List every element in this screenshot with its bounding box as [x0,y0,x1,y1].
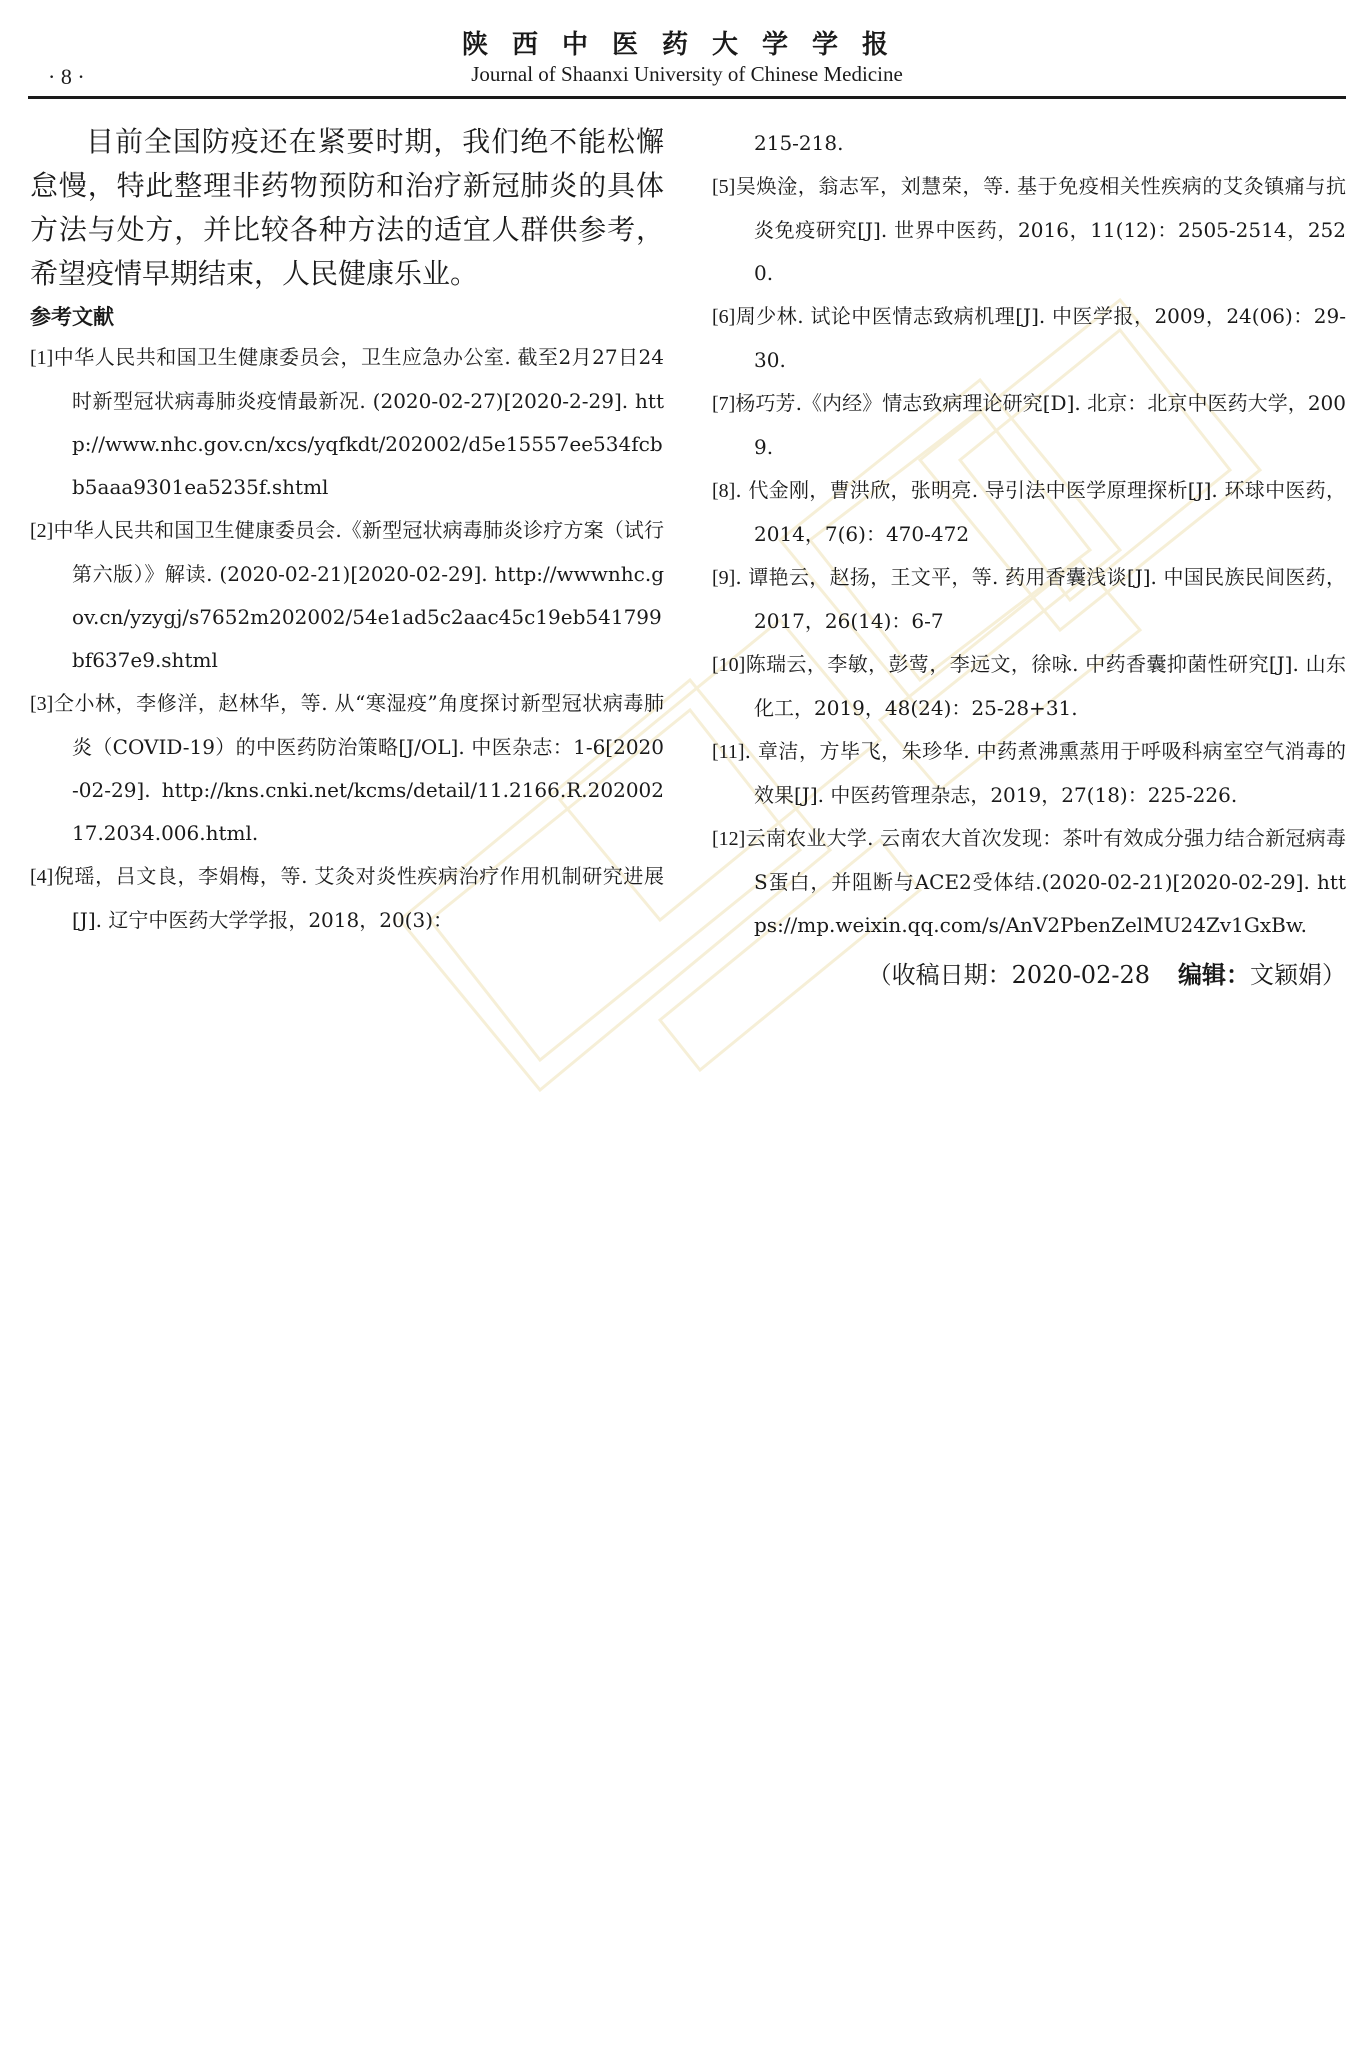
reference-text: . 章洁，方毕飞，朱珍华. 中药煮沸熏蒸用于呼吸科病室空气消毒的效果[J]. 中医药管理杂志，2019，27(18)：225-226. [744,739,1346,807]
journal-title-en: Journal of Shaanxi University of Chinese Medicine [471,62,903,86]
journal-header [28,24,1346,99]
reference-number: [4] [30,866,54,888]
reference-number: [9] [712,567,736,589]
reference-text: . 代金刚，曹洪欣，张明亮. 导引法中医学原理探析[J]. 环球中医药，2014，7(6)：470-472 [735,478,1346,546]
reference-continuation: 215-218. [754,131,844,155]
reference-number: [10] [712,654,746,676]
reference-item [30,855,664,942]
reference-number: [5] [712,176,736,198]
received-date-line [712,953,1346,997]
reference-item [712,817,1346,947]
reference-item [712,730,1346,817]
reference-text: 陈瑞云，李敏，彭莺，李远文，徐咏. 中药香囊抑菌性研究[J]. 山东化工，2019，48(24)：25-28+31. [745,652,1346,720]
right-column [712,122,1346,997]
reference-item [712,165,1346,295]
reference-text: 吴焕淦，翁志军，刘慧荣，等. 基于免疫相关性疾病的艾灸镇痛与抗炎免疫研究[J]. 世界中医药，2016，11(12)：2505-2514，2520. [735,174,1346,285]
left-column [30,120,664,942]
reference-item [712,556,1346,643]
reference-item [712,382,1346,469]
reference-text: . 谭艳云，赵扬，王文平，等. 药用香囊浅谈[J]. 中国民族民间医药，2017，26(14)：6-7 [735,565,1346,633]
reference-item [30,509,664,682]
received-date: （收稿日期：2020-02-28 [867,961,1150,989]
reference-number: [2] [30,520,54,542]
reference-number: [7] [712,393,736,415]
reference-text: 云南农业大学. 云南农大首次发现：茶叶有效成分强力结合新冠病毒S蛋白，并阻断与ACE2受体结.(2020-02-21)[2020-02-29]. https://mp.weixin.qq.com/s/AnV2PbenZelMU24Zv1GxBw. [745,826,1346,937]
reference-number: [6] [712,306,736,328]
reference-item [712,469,1346,556]
reference-item [30,336,664,509]
editor-label: 编辑： [1178,961,1250,989]
reference-text: 仝小林，李修洋，赵林华，等. 从“寒湿疫”角度探讨新型冠状病毒肺炎（COVID-19）的中医药防治策略[J/OL]. 中医杂志：1-6[2020-02-29]. http://kns.cnki.net/kcms/detail/11.2166.R.20200217.2034.006.html. [53,691,664,845]
reference-number: [12] [712,828,746,850]
reference-number: [8] [712,480,736,502]
reference-number: [1] [30,347,54,369]
reference-item [30,682,664,855]
reference-text: 中华人民共和国卫生健康委员会，卫生应急办公室. 截至2月27日24时新型冠状病毒肺炎疫情最新况. (2020-02-27)[2020-2-29]. http://www.nhc.gov.cn/xcs/yqfkdt/202002/d5e15557ee534fcbb5aaa9301ea5235f.shtml [53,345,664,499]
editor-name: 文颖娟） [1250,961,1346,989]
reference-text: 中华人民共和国卫生健康委员会.《新型冠状病毒肺炎诊疗方案（试行第六版）》解读. (2020-02-21)[2020-02-29]. http://wwwnhc.gov.cn/yzygj/s7652m202002/54e1ad5c2aac45c19eb541799bf637e9.shtml [53,518,664,672]
reference-text: 倪瑶，吕文良，李娟梅，等. 艾灸对炎性疾病治疗作用机制研究进展[J]. 辽宁中医药大学学报，2018，20(3)： [53,864,664,932]
reference-number: [11] [712,741,745,763]
reference-item [712,643,1346,730]
reference-number: [3] [30,693,54,715]
reference-text: 周少林. 试论中医情志致病机理[J]. 中医学报，2009，24(06)：29-30. [735,304,1346,372]
reference-text: 杨巧芳.《内经》情志致病理论研究[D]. 北京：北京中医药大学，2009. [735,391,1346,459]
reference-item [712,295,1346,382]
page-number: · 8 · [48,64,85,89]
body-paragraph: 目前全国防疫还在紧要时期，我们绝不能松懈怠慢，特此整理非药物预防和治疗新冠肺炎的具体方法与处方，并比较各种方法的适宜人群供参考，希望疫情早期结束，人民健康乐业。 [30,125,664,290]
journal-title-cn: 陕西中医药大学学报 [461,30,912,60]
references-heading: 参考文献 [30,305,114,329]
